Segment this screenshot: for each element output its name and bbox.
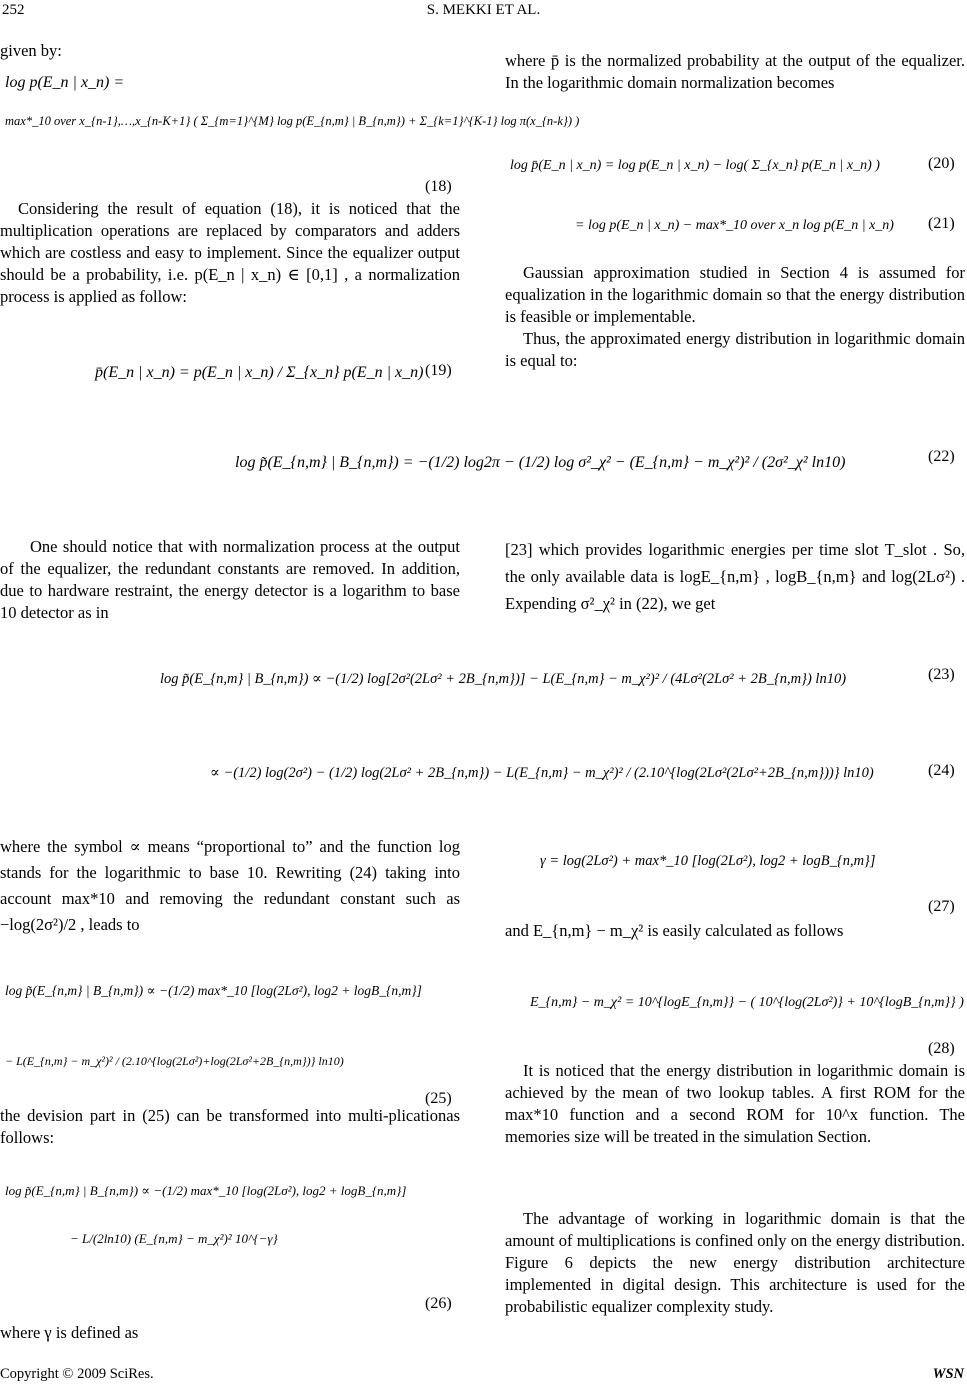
paragraph: Thus, the approximated energy distribution in logarithmic domain is equal to: — [505, 329, 965, 370]
equation-26-line1: log p̃(E_{n,m} | B_{n,m}) ∝ −(1/2) max*_10 [log(2Lσ²), log2 + logB_{n,m}] — [5, 1183, 407, 1198]
equation-number: (27) — [928, 898, 955, 915]
equation-27: γ = log(2Lσ²) + max*_10 [log(2Lσ²), log2 + logB_{n,m}] — [540, 853, 876, 869]
page-number: 252 — [2, 2, 25, 18]
paragraph: where p̄ is the normalized probability at the output of the equalizer. In the logarithmic domain normalization becomes — [505, 51, 965, 92]
given-by: given by: — [0, 41, 62, 60]
equation-20: log p̄(E_n | x_n) = log p(E_n | x_n) − log( Σ_{x_n} p(E_n | x_n) ) — [510, 158, 880, 173]
equation-18-line2: max*_10 over x_{n-1},…,x_{n-K+1} ( Σ_{m=1}^{M} log p(E_{n,m} | B_{n,m}) + Σ_{k=1}^{K-1} log π(x_{n-k}) ) — [5, 114, 580, 128]
journal-name: WSN — [932, 1366, 964, 1382]
equation-number: (23) — [928, 666, 955, 683]
equation-number: (24) — [928, 762, 955, 779]
equation-19: p̄(E_n | x_n) = p(E_n | x_n) / Σ_{x_n} p(E_n | x_n) — [95, 364, 424, 381]
where-gamma: where γ is defined as — [0, 1323, 139, 1342]
equation-number: (28) — [928, 1040, 955, 1057]
equation-number: (26) — [425, 1295, 452, 1312]
paragraph: It is noticed that the energy distribution in logarithmic domain is achieved by the mean of two lookup tables. A first ROM for the max*10 function and a second ROM for 10^x function. The memories size will be treated in the simulation Section. — [505, 1061, 965, 1146]
running-title: S. MEKKI ET AL. — [426, 2, 541, 18]
equation-number: (19) — [425, 362, 452, 379]
paragraph: One should notice that with normalization process at the output of the equalizer, the redundant constants are removed. In addition, due to hardware restraint, the energy detector is a logarithm to base 10 detector as in — [0, 537, 460, 622]
equation-18-line1: log p(E_n | x_n) = — [5, 74, 125, 91]
equation-22: log p̃(E_{n,m} | B_{n,m}) = −(1/2) log2π − (1/2) log σ²_χ² − (E_{n,m} − m_χ²)² / (2σ²_χ² ln10) — [235, 454, 846, 471]
paragraph: [23] which provides logarithmic energies per time slot T_slot . So, the only available data is logE_{n,m} , logB_{n,m} and log(2Lσ²) . Expending σ²_χ² in (22), we get — [505, 540, 965, 613]
paragraph: Considering the result of equation (18), it is noticed that the multiplication operations are replaced by comparators and adders which are costless and easy to implement. Since the equalizer output should be a probability, i.e. p(E_n | x_n) ∈ [0,1] , a normalization process is applied as follow: — [0, 199, 460, 306]
equation-number: (25) — [425, 1090, 452, 1107]
copyright: Copyright © 2009 SciRes. — [0, 1366, 154, 1382]
paragraph: the devision part in (25) can be transformed into multi-plicationas follows: — [0, 1106, 460, 1147]
paragraph: Gaussian approximation studied in Section 4 is assumed for equalization in the logarithmic domain so that the energy distribution is feasible or implementable. — [505, 263, 965, 326]
paragraph: where the symbol ∝ means “proportional to” and the function log stands for the logarithmic to base 10. Rewriting (24) taking into account max*10 and removing the redundant constant such as −log(2σ²)/2 , leads to — [0, 837, 460, 934]
equation-number: (22) — [928, 448, 955, 465]
equation-28: E_{n,m} − m_χ² = 10^{logE_{n,m}} − ( 10^{log(2Lσ²)} + 10^{logB_{n,m}} ) — [530, 995, 964, 1010]
equation-number: (20) — [928, 155, 955, 172]
equation-number: (21) — [928, 215, 955, 232]
equation-25-line1: log p̃(E_{n,m} | B_{n,m}) ∝ −(1/2) max*_10 [log(2Lσ²), log2 + logB_{n,m}] — [5, 983, 422, 998]
equation-25-line2: − L(E_{n,m} − m_χ²)² / (2.10^{log(2Lσ²)+log(2Lσ²+2B_{n,m})} ln10) — [5, 1054, 344, 1068]
equation-21: = log p(E_n | x_n) − max*_10 over x_n log p(E_n | x_n) — [575, 218, 894, 233]
equation-number: (18) — [425, 178, 452, 195]
equation-24: ∝ −(1/2) log(2σ²) − (1/2) log(2Lσ² + 2B_{n,m}) − L(E_{n,m} − m_χ²)² / (2.10^{log(2Lσ²(2Lσ²+2B_{n,m}))} ln10) — [210, 765, 874, 781]
paragraph: The advantage of working in logarithmic domain is that the amount of multiplications is confined only on the energy distribution. Figure 6 depicts the new energy distribution architecture implemented in digital design. This architecture is used for the probabilistic equalizer complexity study. — [505, 1209, 965, 1316]
equation-26-line2: − L/(2ln10) (E_{n,m} − m_χ²)² 10^{−γ} — [70, 1231, 278, 1246]
equation-23: log p̃(E_{n,m} | B_{n,m}) ∝ −(1/2) log[2σ²(2Lσ² + 2B_{n,m})] − L(E_{n,m} − m_χ²)² / (4Lσ²(2Lσ² + 2B_{n,m}) ln10) — [160, 671, 847, 687]
and-text: and E_{n,m} − m_χ² is easily calculated as follows — [505, 921, 844, 940]
